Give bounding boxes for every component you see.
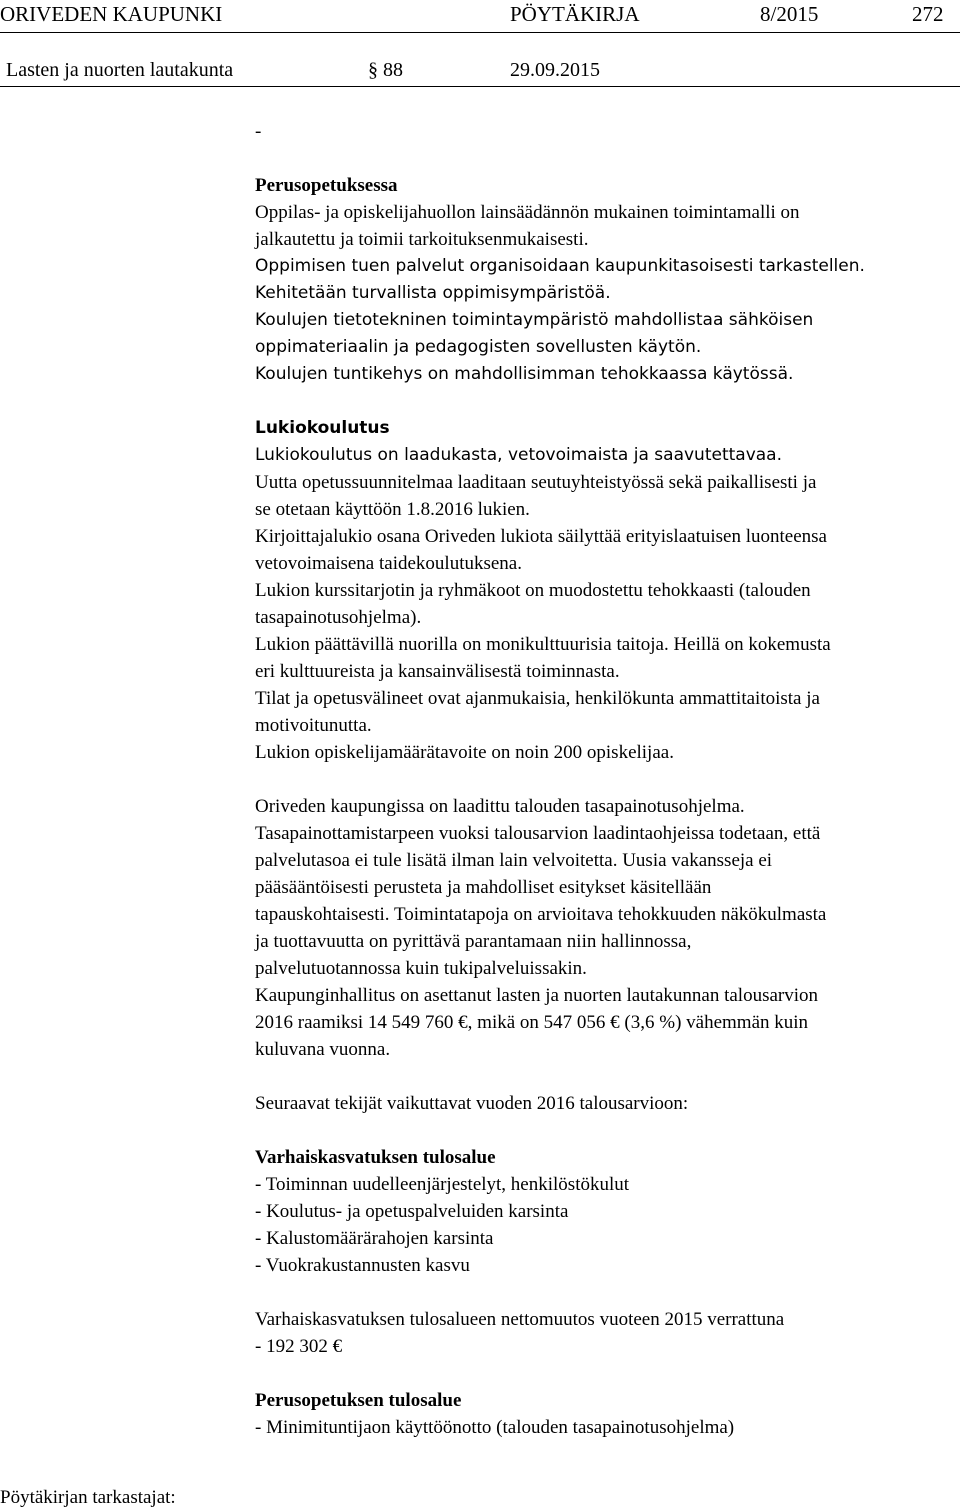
varhaiskasvatus-item: - Koulutus- ja opetuspalveluiden karsinta (255, 1201, 569, 1222)
perusopetus-heading: Perusopetuksessa (255, 175, 398, 196)
perusopetus-line: Oppilas- ja opiskelijahuollon lainsäädännön mukainen toimintamalli on (255, 202, 800, 223)
lukio-heading: Lukiokoulutus (255, 418, 390, 438)
talous-line: tapauskohtaisesti. Toimintatapoja on arvioitava tehokkuuden näkökulmasta (255, 904, 827, 925)
talous-line: 2016 raamiksi 14 549 760 €, mikä on 547 056 € (3,6 %) vähemmän kuin (255, 1012, 809, 1033)
varhaiskasvatus-item: - Toiminnan uudelleenjärjestelyt, henkilöstökulut (255, 1174, 630, 1195)
lukio-line: Lukiokoulutus on laadukasta, vetovoimaista ja saavutettavaa. (255, 445, 782, 465)
varhaiskasvatus-item: - Kalustomäärärahojen karsinta (255, 1228, 494, 1249)
talous-line: ja tuottavuutta on pyrittävä parantamaan niin hallinnossa, (255, 931, 692, 952)
lukio-line: motivoitunutta. (255, 715, 372, 736)
reviewers-label: Pöytäkirjan tarkastajat: (0, 1487, 176, 1508)
document-number: 8/2015 (760, 2, 819, 26)
dash-marker: - (255, 121, 262, 142)
lukio-line: Lukion päättävillä nuorilla on monikulttuurisia taitoja. Heillä on kokemusta (255, 634, 831, 655)
talous-line: palvelutasoa ei tule lisätä ilman lain velvoitetta. Uusia vakansseja ei (255, 850, 773, 871)
minutes-body (255, 118, 955, 1441)
lukio-line: Tilat ja opetusvälineet ovat ajanmukaisia, henkilökunta ammattitaitoista ja (255, 688, 820, 709)
factors-intro: Seuraavat tekijät vaikuttavat vuoden 2016 talousarvioon: (255, 1093, 689, 1114)
perusopetus-line: oppimateriaalin ja pedagogisten sovellusten käytön. (255, 337, 702, 357)
varhaiskasvatus-net-change-value: - 192 302 € (255, 1336, 343, 1357)
perusopetus-line: Kehitetään turvallista oppimisympäristöä. (255, 283, 611, 303)
talous-line: Oriveden kaupungissa on laadittu talouden tasapainotusohjelma. (255, 796, 745, 817)
perusopetus-line: Oppimisen tuen palvelut organisoidaan kaupunkitasoisesti tarkastellen. (255, 256, 865, 276)
perusopetus-tulosalue-heading: Perusopetuksen tulosalue (255, 1390, 462, 1411)
lukio-line: vetovoimaisena taidekoulutuksena. (255, 553, 522, 574)
header-divider-bottom (0, 86, 960, 87)
lukio-line: Uutta opetussuunnitelmaa laaditaan seutuyhteistyössä sekä paikallisesti ja (255, 472, 817, 493)
talous-line: Kaupunginhallitus on asettanut lasten ja nuorten lautakunnan talousarvion (255, 985, 819, 1006)
varhaiskasvatus-net-change-label: Varhaiskasvatuksen tulosalueen nettomuutos vuoteen 2015 verrattuna (255, 1309, 785, 1330)
lukio-line: eri kulttuureista ja kansainvälisestä toiminnasta. (255, 661, 620, 682)
varhaiskasvatus-item: - Vuokrakustannusten kasvu (255, 1255, 470, 1276)
document-type: PÖYTÄKIRJA (510, 2, 640, 26)
talous-line: pääsääntöisesti perusteta ja mahdolliset esitykset käsitellään (255, 877, 712, 898)
section-number: § 88 (368, 59, 403, 81)
talous-line: kuluvana vuonna. (255, 1039, 391, 1060)
varhaiskasvatus-heading: Varhaiskasvatuksen tulosalue (255, 1147, 496, 1168)
perusopetus-line: Koulujen tietotekninen toimintaympäristö mahdollistaa sähköisen (255, 310, 814, 330)
committee-name: Lasten ja nuorten lautakunta (6, 59, 234, 81)
talous-line: palvelutuotannossa kuin tukipalveluissakin. (255, 958, 587, 979)
perusopetus-line: Koulujen tuntikehys on mahdollisimman tehokkaassa käytössä. (255, 364, 794, 384)
meeting-date: 29.09.2015 (510, 59, 600, 81)
perusopetus-tulosalue-item: - Minimituntijaon käyttöönotto (talouden tasapainotusohjelma) (255, 1417, 735, 1438)
lukio-line: tasapainotusohjelma). (255, 607, 422, 628)
lukio-line: Lukion opiskelijamäärätavoite on noin 200 opiskelijaa. (255, 742, 674, 763)
page-number: 272 (912, 2, 944, 26)
talous-line: Tasapainottamistarpeen vuoksi talousarvion laadintaohjeissa todetaan, että (255, 823, 821, 844)
lukio-line: Kirjoittajalukio osana Oriveden lukiota säilyttää erityislaatuisen luonteensa (255, 526, 827, 547)
header-divider-top (0, 32, 960, 33)
lukio-line: se otetaan käyttöön 1.8.2016 lukien. (255, 499, 530, 520)
organization-name: ORIVEDEN KAUPUNKI (0, 2, 223, 26)
lukio-line: Lukion kurssitarjotin ja ryhmäkoot on muodostettu tehokkaasti (talouden (255, 580, 811, 601)
perusopetus-line: jalkautettu ja toimii tarkoituksenmukaisesti. (255, 229, 589, 250)
